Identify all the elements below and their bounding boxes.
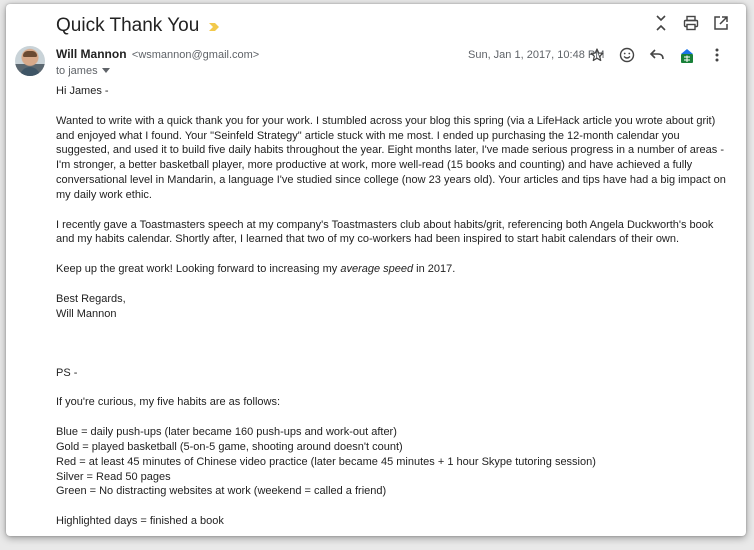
chevron-down-icon[interactable] [102, 65, 110, 77]
signature: Will Mannon [56, 307, 117, 320]
print-icon[interactable] [682, 14, 700, 32]
star-icon[interactable] [588, 46, 606, 64]
sender-avatar[interactable] [15, 46, 45, 76]
reply-icon[interactable] [648, 46, 666, 64]
sender-email: <wsmannon@gmail.com> [131, 49, 260, 61]
message-actions [588, 46, 726, 64]
habit-line: Green = No distracting websites at work (weekend = called a friend) [56, 485, 387, 498]
importance-marker-icon[interactable] [208, 20, 220, 32]
sender-info [56, 47, 259, 61]
signoff: Best Regards, [56, 292, 126, 305]
habit-line: Gold = played basketball (5-on-5 game, shooting around doesn't count) [56, 440, 403, 453]
keep-up-text: Keep up the great work! Looking forward to increasing my [56, 263, 341, 276]
subject-row [56, 12, 220, 40]
habit-line: Red = at least 45 minutes of Chinese video practice (later became 45 minutes + 1 hour Skype tutoring session) [56, 455, 596, 468]
more-vert-icon[interactable] [708, 46, 726, 64]
ps-label: PS - [56, 366, 78, 379]
highlighted-note: Highlighted days = finished a book [56, 515, 224, 528]
recipient-row[interactable] [56, 65, 110, 77]
email-subject: Quick Thank You [56, 15, 200, 36]
google-sheets-icon[interactable] [678, 46, 696, 64]
email-view [6, 4, 746, 536]
greeting: Hi James - [56, 85, 109, 97]
expand-collapse-icon[interactable] [652, 14, 670, 32]
recipient-label: to james [56, 65, 98, 77]
emoji-reaction-icon[interactable] [618, 46, 636, 64]
thread-actions [652, 14, 730, 32]
keep-up-end: in 2017. [413, 263, 456, 276]
emphasis-text: average speed [340, 263, 414, 276]
sender-name[interactable]: Will Mannon [56, 47, 127, 61]
email-body [56, 84, 728, 529]
habit-line: Silver = Read 50 pages [56, 470, 171, 483]
paragraph-thanks: Wanted to write with a quick thank you for your work. I stumbled across your blog this spring (via a LifeHack article you wrote about grit) and enjoyed what I found. Your "Seinfeld Strategy" article stuck with me most. I ended up purchasing the 12-month calendar you suggested, and used it to build five daily habits throughout the year. Eight months later, I've made serious progress in a number of areas - I'm stronger, a better basketball player, more productive at work, more well-read (15 books and counting) and have achieved a fully conversational level in Mandarin, a language I've studied since college (now 23 years old). Your articles and tips have had a big impact on my daily work ethic. [56, 114, 726, 201]
paragraph-keep-up [56, 262, 728, 277]
open-in-new-window-icon[interactable] [712, 14, 730, 32]
habit-line: Blue = daily push-ups (later became 160 push-ups and work-out after) [56, 426, 397, 439]
paragraph-toastmasters: I recently gave a Toastmasters speech at my company's Toastmasters club about habits/grit, referencing both Angela Duckworth's book and my habits calendar. Shortly after, I learned that two of my co-workers had been inspired to start habit calendars of their own. [56, 218, 714, 246]
habits-intro: If you're curious, my five habits are as follows: [56, 396, 281, 409]
email-date: Sun, Jan 1, 2017, 10:48 PM [468, 49, 605, 61]
